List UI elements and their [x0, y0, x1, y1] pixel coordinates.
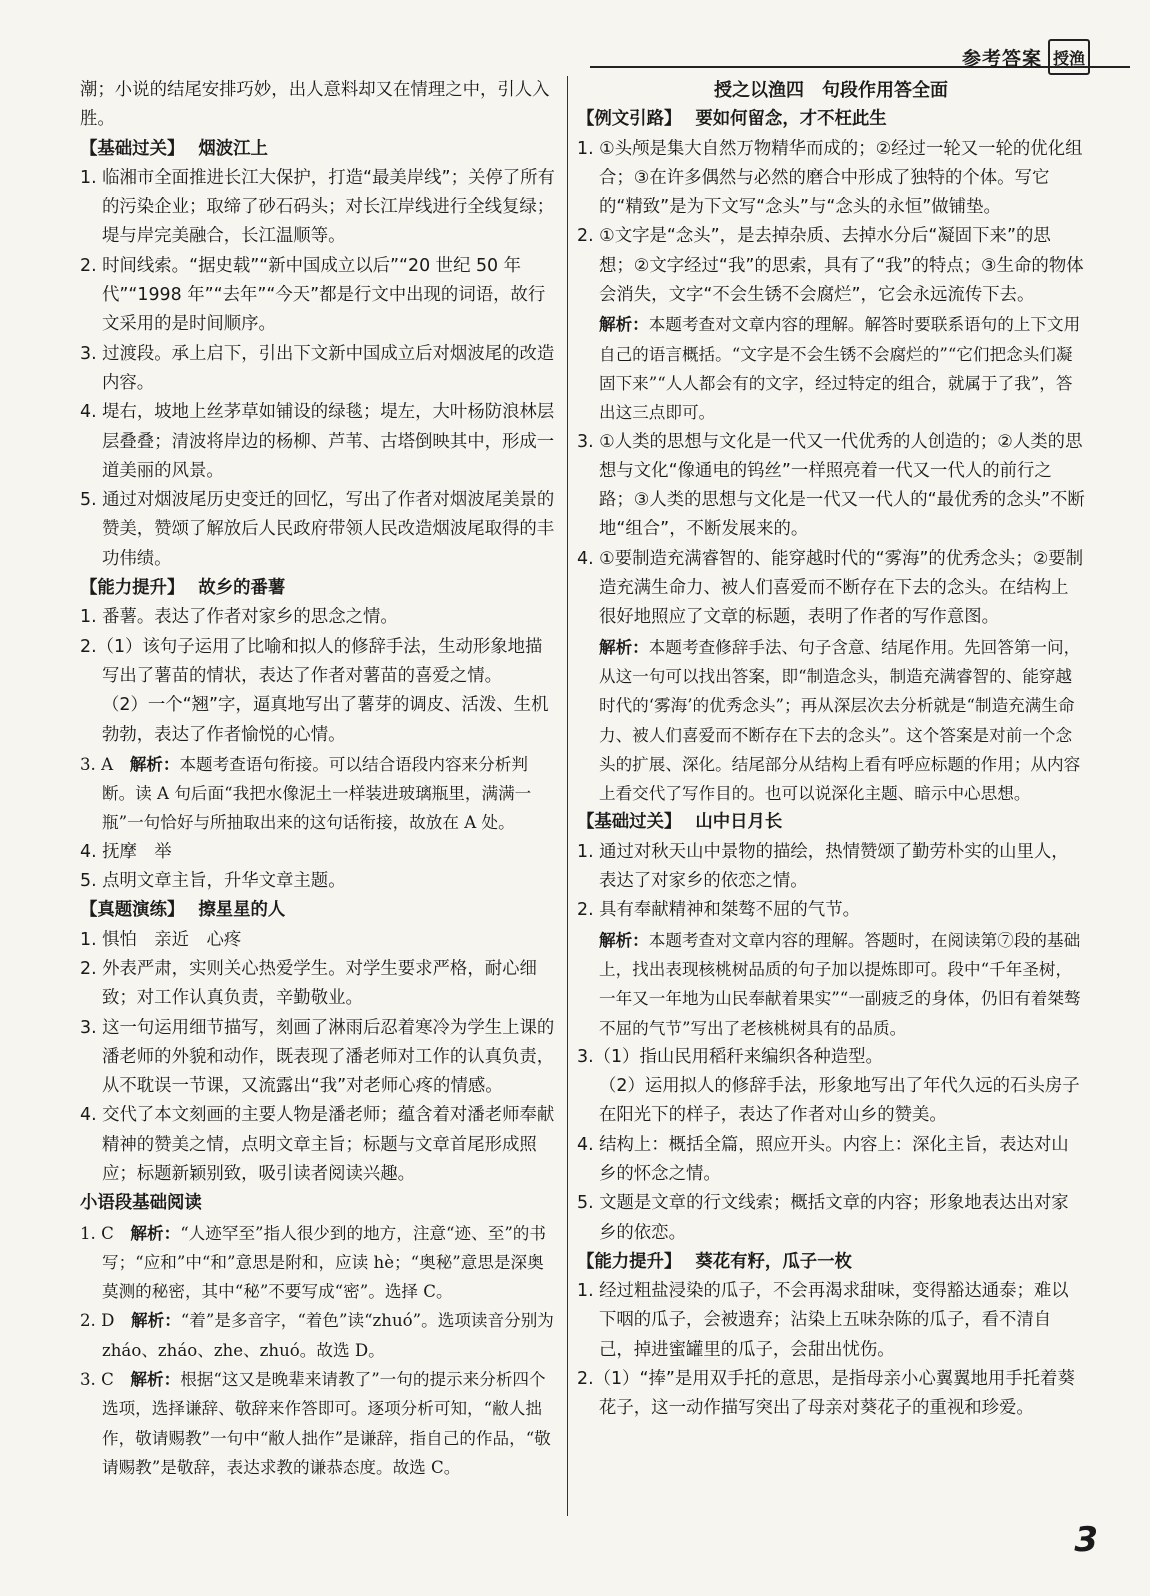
- section-bracket: 【例文引路】: [577, 109, 682, 130]
- section-bracket: 【真题演练】: [80, 900, 185, 921]
- answer-item: [80, 1306, 558, 1365]
- answer-item: 4. ①要制造充满睿智的、能穿越时代的“雾海”的优秀念头；②要制造充满生命力、被人们喜爱而不断存在下去的念头。在结构上很好地照应了文章的标题，表明了作者的写作意图。: [577, 548, 1084, 628]
- answer-item: 3. 这一句运用细节描写，刻画了淋雨后忍着寒冷为学生上课的潘老师的外貌和动作，既表现了潘老师对工作的认真负责，从不耽误一节课，又流露出“我”对老师心疼的情感。: [80, 1017, 555, 1097]
- analysis-note: [577, 310, 1085, 427]
- answer-item: 3. 过渡段。承上启下，引出下文新中国成立后对烟波尾的改造内容。: [80, 343, 555, 393]
- answer-item: 3.（1）指山民用稻秆来编织各种造型。: [577, 1046, 883, 1067]
- answer-item: 4. 结构上：概括全篇，照应开头。内容上：深化主旨，表达对山乡的怀念之情。: [577, 1134, 1069, 1184]
- section-title: 烟波江上: [198, 138, 268, 159]
- answer-item: 2.（1）“捧”是用双手托的意思，是指母亲小心翼翼地用手托着葵花子，这一动作描写突出了母亲对葵花子的重视和珍爱。: [577, 1369, 1075, 1419]
- intro-text: 潮；小说的结尾安排巧妙，出人意料却又在情理之中，引人入胜。: [80, 80, 550, 130]
- answer-item: 1. 临湘市全面推进长江大保护，打造“最美岸线”；关停了所有的污染企业；取缔了砂石码头；对长江岸线进行全线复绿；堤与岸完美融合，长江温顺等。: [80, 167, 555, 247]
- section-heading: [80, 896, 558, 925]
- analysis-note: [577, 633, 1085, 809]
- section-title: 葵花有籽，瓜子一枚: [695, 1251, 852, 1272]
- analysis-label: 解析：: [130, 1223, 181, 1243]
- analysis-text: “人迹罕至”指人很少到的地方，注意“迹、至”的书写；“应和”中“和”意思是附和，应读 hè；“奥秘”意思是深奥莫测的秘密，其中“秘”不要写成“密”。选择 C。: [102, 1223, 546, 1302]
- answer-item: [80, 1219, 558, 1307]
- answer-choice: 2. D: [80, 1311, 132, 1331]
- section-bracket: 【能力提升】: [577, 1251, 682, 1272]
- answer-item: 1. 番薯。表达了作者对家乡的思念之情。: [80, 607, 398, 628]
- analysis-text: “着”是多音字，“着色”读“zhuó”。选项读音分别为 zháo、zháo、zhe、zhuó。故选 D。: [102, 1311, 554, 1360]
- analysis-label: 解析：: [599, 637, 649, 657]
- section-title: 擦星星的人: [198, 900, 286, 921]
- answer-item: 2.（1）该句子运用了比喻和拟人的修辞手法，生动形象地描写出了薯苗的情状，表达了作者对薯苗的喜爱之情。: [80, 636, 543, 686]
- section-bracket: 【能力提升】: [80, 578, 185, 599]
- analysis-label: 解析：: [599, 315, 649, 335]
- right-column: [577, 76, 1085, 1424]
- analysis-note: [577, 926, 1085, 1043]
- answer-item: 1. 经过粗盐浸染的瓜子，不会再渴求甜味，变得豁达通泰；难以下咽的瓜子，会被遗弃；沾染上五味杂陈的瓜子，看不清自己，掉进蜜罐里的瓜子，会甜出忧伤。: [577, 1281, 1069, 1360]
- header-title: 参考答案: [961, 47, 1042, 70]
- section-bracket: 【基础过关】: [577, 812, 682, 833]
- section-title: 故乡的番薯: [198, 578, 286, 599]
- section-heading: [577, 808, 1085, 837]
- answer-item: 2. ①文字是“念头”，是去掉杂质、去掉水分后“凝固下来”的思想；②文字经过“我”的思索，具有了“我”的特点；③生命的物体会消失，文字“不会生锈不会腐烂”，它会永远流传下去。: [577, 226, 1084, 306]
- answer-choice: 1. C: [80, 1223, 131, 1243]
- page-number: 3: [1074, 1520, 1098, 1560]
- answer-item: 1. 惧怕 亲近 心疼: [80, 929, 242, 950]
- answer-subitem: （2）一个“翘”字，逼真地写出了薯芽的调皮、活泼、生机勃勃，表达了作者愉悦的心情。: [102, 695, 549, 745]
- page-header: [962, 40, 1090, 74]
- answer-choice: 3. A: [80, 754, 130, 774]
- section-title: 要如何留念，才不枉此生: [695, 109, 887, 130]
- section-heading: [80, 574, 558, 603]
- analysis-text: 本题考查修辞手法、句子含意、结尾作用。先回答第一问，从这一句可以找出答案，即“制造念头，制造充满睿智的、能穿越时代的‘雾海’的优秀念头”；再从深层次去分析就是“制造充满生命力、被人们喜爱而不断存在下去的念头”。这个答案是对前一个念头的扩展、深化。结尾部分从结构上看有呼应标题的作用；从内容上看交代了写作目的。也可以说深化主题、暗示中心思想。: [599, 637, 1081, 804]
- analysis-label: 解析：: [130, 1370, 181, 1390]
- analysis-text: 本题考查对文章内容的理解。解答时要联系语句的上下文用自己的语言概括。“文字是不会生锈不会腐烂的”“它们把念头们凝固下来”“人人都会有的文字，经过特定的组合，就属于了我”，答出这三点即可。: [599, 315, 1081, 423]
- answer-item: 5. 通过对烟波尾历史变迁的回忆，写出了作者对烟波尾美景的赞美，赞颂了解放后人民政府带领人民改造烟波尾取得的丰功伟绩。: [80, 490, 555, 569]
- analysis-label: 解析：: [129, 754, 180, 774]
- analysis-label: 解析：: [599, 930, 649, 950]
- section-heading: [577, 105, 1085, 134]
- analysis-text: 根据“这又是晚辈来请教了”一句的提示来分析四个选项，选择谦辞、敬辞来作答即可。逐项分析可知，“敝人拙作，敬请赐教”一句中“敝人拙作”是谦辞，指自己的作品，“敬请赐教”是敬辞，表达求教的谦恭态度。故选 C。: [102, 1370, 551, 1477]
- answer-item: [80, 1365, 558, 1482]
- answer-item: 2. 外表严肃，实则关心热爱学生。对学生要求严格，耐心细致；对工作认真负责，辛勤敬业。: [80, 958, 537, 1009]
- answer-item: 4. 交代了本文刻画的主要人物是潘老师；蕴含着对潘老师奉献精神的赞美之情，点明文章主旨；标题与文章首尾形成照应；标题新颖别致，吸引读者阅读兴趣。: [80, 1105, 555, 1184]
- analysis-text: 本题考查语句衔接。可以结合语段内容来分析判断。读 A 句后面“我把水像泥土一样装进玻璃瓶里，满满一瓶”一句恰好与所抽取出来的这句话衔接，故放在 A 处。: [102, 754, 532, 833]
- section-title: 小语段基础阅读: [80, 1193, 202, 1214]
- analysis-text: 本题考查对文章内容的理解。答题时，在阅读第⑦段的基础上，找出表现核桃树品质的句子加以提炼即可。段中“千年圣树，一年又一年地为山民奉献着果实”“一副疲乏的身体，仍旧有着桀骜不屈的气节”写出了老核桃树具有的品质。: [599, 930, 1081, 1038]
- answer-subitem: （2）运用拟人的修辞手法，形象地写出了年代久远的石头房子在阳光下的样子，表达了作者对山乡的赞美。: [599, 1076, 1080, 1126]
- section-bracket: 【基础过关】: [80, 138, 185, 159]
- answer-item: 1. ①头颅是集大自然万物精华而成的；②经过一轮又一轮的优化组合；③在许多偶然与必然的磨合中形成了独特的个体。写它的“精致”是为下文写“念头”与“念头的永恒”做铺垫。: [577, 138, 1083, 218]
- left-column: [80, 76, 558, 1482]
- column-divider: [567, 76, 568, 1516]
- answer-item: 2. 具有奉献精神和桀骜不屈的气节。: [577, 900, 860, 921]
- answer-item: 5. 文题是文章的行文线索；概括文章的内容；形象地表达出对家乡的依恋。: [577, 1193, 1069, 1243]
- section-title: 山中日月长: [695, 812, 783, 833]
- answer-item: [80, 750, 558, 838]
- answer-item: 5. 点明文章主旨，升华文章主题。: [80, 871, 346, 892]
- section-heading: [577, 1248, 1085, 1277]
- chapter-title: 授之以渔四 句段作用答全面: [714, 80, 948, 101]
- section-heading: [80, 135, 558, 164]
- answer-item: 2. 时间线索。“据史载”“新中国成立以后”“20 世纪 50 年代”“1998 年”“去年”“今天”都是行文中出现的词语，故行文采用的是时间顺序。: [80, 255, 546, 335]
- brand-logo: 授渔: [1048, 39, 1090, 75]
- answer-item: 4. 抚摩 举: [80, 841, 172, 862]
- answer-choice: 3. C: [80, 1370, 131, 1390]
- answer-item: 4. 堤右，坡地上丝茅草如铺设的绿毯；堤左，大叶杨防浪林层层叠叠；清波将岸边的杨柳、芦苇、古塔倒映其中，形成一道美丽的风景。: [80, 402, 555, 481]
- answer-item: 1. 通过对秋天山中景物的描绘，热情赞颂了勤劳朴实的山里人，表达了对家乡的依恋之情。: [577, 841, 1069, 892]
- answer-item: 3. ①人类的思想与文化是一代又一代优秀的人创造的；②人类的思想与文化“像通电的钨丝”一样照亮着一代又一代人的前行之路；③人类的思想与文化是一代又一代人的“最优秀的念头”不断地“组合”，不断发展来的。: [577, 431, 1085, 540]
- analysis-label: 解析：: [131, 1311, 181, 1331]
